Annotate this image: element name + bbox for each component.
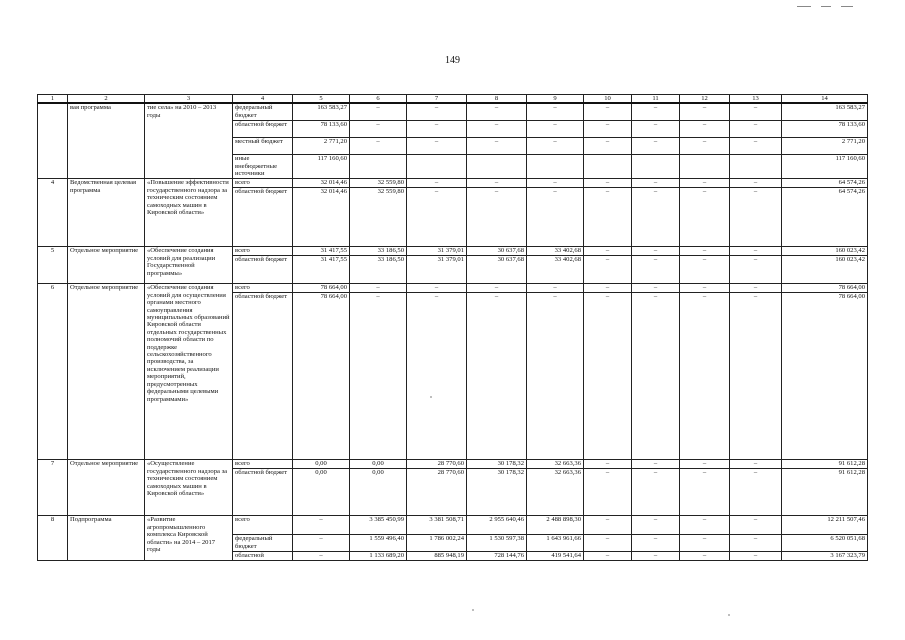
value-cell: 31 379,01 [407, 247, 467, 256]
value-cell: 32 014,46 [293, 179, 350, 188]
total-cell: 6 520 051,68 [782, 535, 868, 552]
value-cell: – [680, 138, 730, 155]
scan-speck [430, 396, 432, 398]
value-cell: – [584, 516, 632, 535]
value-cell: – [584, 121, 632, 138]
value-cell: 163 583,27 [293, 103, 350, 121]
funding-source-cell: федеральный бюджет [233, 103, 293, 121]
value-cell: 30 637,68 [467, 247, 527, 256]
value-cell: – [350, 138, 407, 155]
value-cell: – [350, 121, 407, 138]
funding-source-cell: иные внебюджетные источники [233, 155, 293, 179]
value-cell: – [293, 552, 350, 561]
total-cell: 12 211 507,46 [782, 516, 868, 535]
funding-source-cell: областной бюджет [233, 469, 293, 516]
table-row [38, 179, 868, 188]
table-row [38, 103, 868, 121]
column-header: 12 [680, 95, 730, 104]
value-cell: – [680, 516, 730, 535]
funding-source-cell: всего [233, 284, 293, 293]
value-cell: – [680, 103, 730, 121]
total-cell: 78 664,00 [782, 293, 868, 460]
value-cell: 0,00 [293, 460, 350, 469]
value-cell: 32 663,36 [527, 460, 584, 469]
value-cell: 117 160,60 [293, 155, 350, 179]
value-cell: – [680, 460, 730, 469]
table-row [38, 516, 868, 535]
value-cell: – [467, 103, 527, 121]
table-row [38, 284, 868, 293]
value-cell: 31 417,55 [293, 247, 350, 256]
value-cell: – [467, 284, 527, 293]
value-cell: 32 663,36 [527, 469, 584, 516]
program-name-cell: «Обеспечение создания условий для осуществления органами местного самоуправления муниципальных образований Кировской области отдельных государственных полномочий области по поддержке сельскохозяйственного производства, за исключением реализации мероприятий, предусмотренных федеральными целевыми программами» [145, 284, 233, 460]
value-cell: 33 186,50 [350, 256, 407, 284]
row-number-cell: 4 [38, 179, 68, 247]
value-cell: – [632, 293, 680, 460]
value-cell: – [527, 103, 584, 121]
value-cell: 0,00 [350, 469, 407, 516]
value-cell [584, 155, 632, 179]
column-header: 6 [350, 95, 407, 104]
value-cell: – [527, 179, 584, 188]
row-number-cell: 6 [38, 284, 68, 460]
value-cell: 2 771,20 [293, 138, 350, 155]
program-status-cell: вая программа [68, 103, 145, 179]
value-cell: – [632, 284, 680, 293]
program-name-cell: «Развитие агропромышленного комплекса Кировской области» на 2014 – 2017 годы [145, 516, 233, 561]
value-cell: – [632, 138, 680, 155]
value-cell: – [584, 535, 632, 552]
scan-corner-mark [797, 6, 857, 10]
value-cell: 728 144,76 [467, 552, 527, 561]
value-cell: 1 786 002,24 [407, 535, 467, 552]
value-cell: – [680, 469, 730, 516]
budget-table [37, 94, 868, 561]
value-cell: 30 178,32 [467, 469, 527, 516]
table-row [38, 247, 868, 256]
total-cell: 78 664,00 [782, 284, 868, 293]
column-header: 3 [145, 95, 233, 104]
total-cell: 91 612,28 [782, 460, 868, 469]
value-cell: 31 417,55 [293, 256, 350, 284]
value-cell: – [632, 469, 680, 516]
value-cell: – [680, 179, 730, 188]
column-header: 1 [38, 95, 68, 104]
column-header: 11 [632, 95, 680, 104]
value-cell: – [527, 293, 584, 460]
value-cell: – [680, 247, 730, 256]
value-cell: – [467, 293, 527, 460]
value-cell: – [730, 460, 782, 469]
header-row [38, 95, 868, 104]
value-cell: – [584, 284, 632, 293]
value-cell: – [632, 103, 680, 121]
value-cell: – [407, 103, 467, 121]
value-cell: – [680, 121, 730, 138]
value-cell: – [730, 469, 782, 516]
program-status-cell: Ведомственная целевая программа [68, 179, 145, 247]
program-status-cell: Отдельное мероприятие [68, 247, 145, 284]
value-cell: 33 402,68 [527, 247, 584, 256]
program-name-cell: «Повышение эффективности государственного надзора за техническим состоянием самоходных машин в Кировской области» [145, 179, 233, 247]
total-cell: 64 574,26 [782, 188, 868, 247]
value-cell: 30 178,32 [467, 460, 527, 469]
value-cell: – [632, 179, 680, 188]
value-cell [527, 155, 584, 179]
value-cell: – [407, 284, 467, 293]
value-cell: – [632, 121, 680, 138]
row-number-cell: 7 [38, 460, 68, 516]
funding-source-cell: всего [233, 247, 293, 256]
column-header: 13 [730, 95, 782, 104]
value-cell: 28 770,60 [407, 460, 467, 469]
value-cell: – [584, 552, 632, 561]
funding-source-cell: местный бюджет [233, 138, 293, 155]
program-status-cell: Подпрограмма [68, 516, 145, 561]
value-cell [350, 155, 407, 179]
value-cell: – [632, 188, 680, 247]
value-cell: – [680, 284, 730, 293]
value-cell: – [632, 516, 680, 535]
total-cell: 160 023,42 [782, 256, 868, 284]
funding-source-cell: всего [233, 179, 293, 188]
funding-source-cell: областной бюджет [233, 188, 293, 247]
total-cell: 117 160,60 [782, 155, 868, 179]
value-cell: – [730, 535, 782, 552]
total-cell: 3 167 323,79 [782, 552, 868, 561]
value-cell: 32 559,80 [350, 179, 407, 188]
value-cell: – [584, 138, 632, 155]
value-cell: – [730, 552, 782, 561]
value-cell: 419 541,64 [527, 552, 584, 561]
value-cell [730, 155, 782, 179]
value-cell: – [632, 535, 680, 552]
value-cell: – [730, 256, 782, 284]
value-cell: – [293, 535, 350, 552]
table-row [38, 460, 868, 469]
value-cell: – [467, 121, 527, 138]
column-header: 10 [584, 95, 632, 104]
column-header: 4 [233, 95, 293, 104]
value-cell [407, 155, 467, 179]
value-cell: – [407, 138, 467, 155]
value-cell: – [584, 179, 632, 188]
total-cell: 163 583,27 [782, 103, 868, 121]
program-name-cell: «Осуществление государственного надзора за техническим состоянием самоходных машин в Кировской области» [145, 460, 233, 516]
value-cell: – [680, 188, 730, 247]
value-cell: – [467, 138, 527, 155]
column-header: 5 [293, 95, 350, 104]
value-cell [467, 155, 527, 179]
value-cell: 1 530 597,38 [467, 535, 527, 552]
row-number-cell [38, 103, 68, 179]
value-cell: – [527, 284, 584, 293]
funding-source-cell: областной [233, 552, 293, 561]
row-number-cell: 8 [38, 516, 68, 561]
value-cell: – [730, 179, 782, 188]
value-cell: 30 637,68 [467, 256, 527, 284]
page-number: 149 [445, 55, 460, 66]
value-cell: – [467, 188, 527, 247]
value-cell: – [407, 293, 467, 460]
value-cell: 78 664,00 [293, 293, 350, 460]
value-cell [680, 155, 730, 179]
value-cell: – [584, 460, 632, 469]
value-cell: – [632, 552, 680, 561]
value-cell: – [293, 516, 350, 535]
value-cell: – [350, 284, 407, 293]
value-cell: – [584, 293, 632, 460]
funding-source-cell: областной бюджет [233, 256, 293, 284]
value-cell: 33 186,50 [350, 247, 407, 256]
column-header: 9 [527, 95, 584, 104]
funding-source-cell: всего [233, 516, 293, 535]
value-cell: – [632, 247, 680, 256]
value-cell: – [680, 293, 730, 460]
value-cell: 28 770,60 [407, 469, 467, 516]
value-cell: – [730, 247, 782, 256]
value-cell: 32 014,46 [293, 188, 350, 247]
program-status-cell: Отдельное мероприятие [68, 460, 145, 516]
value-cell: 3 381 508,71 [407, 516, 467, 535]
total-cell: 64 574,26 [782, 179, 868, 188]
row-number-cell: 5 [38, 247, 68, 284]
program-status-cell: Отдельное мероприятие [68, 284, 145, 460]
column-header: 14 [782, 95, 868, 104]
value-cell: 0,00 [293, 469, 350, 516]
value-cell: – [680, 535, 730, 552]
value-cell: – [730, 121, 782, 138]
value-cell: – [730, 188, 782, 247]
value-cell: – [527, 138, 584, 155]
value-cell: 78 133,60 [293, 121, 350, 138]
total-cell: 91 612,28 [782, 469, 868, 516]
value-cell: – [467, 179, 527, 188]
value-cell: – [584, 247, 632, 256]
funding-source-cell: всего [233, 460, 293, 469]
funding-source-cell: областной бюджет [233, 293, 293, 460]
value-cell: – [680, 256, 730, 284]
value-cell: – [584, 256, 632, 284]
value-cell: – [407, 121, 467, 138]
value-cell: – [407, 179, 467, 188]
value-cell [632, 155, 680, 179]
funding-source-cell: федеральный бюджет [233, 535, 293, 552]
total-cell: 160 023,42 [782, 247, 868, 256]
value-cell: 2 488 898,30 [527, 516, 584, 535]
value-cell: – [730, 103, 782, 121]
column-header: 8 [467, 95, 527, 104]
value-cell: – [584, 469, 632, 516]
program-name-cell: тие села» на 2010 – 2013 годы [145, 103, 233, 179]
column-header: 7 [407, 95, 467, 104]
value-cell: – [584, 103, 632, 121]
program-name-cell: «Обеспечение создания условий для реализации Государственной программы» [145, 247, 233, 284]
value-cell: 1 559 496,40 [350, 535, 407, 552]
value-cell: – [407, 188, 467, 247]
value-cell: – [730, 293, 782, 460]
value-cell: – [680, 552, 730, 561]
value-cell: 78 664,00 [293, 284, 350, 293]
scan-speck [472, 609, 474, 611]
column-header: 2 [68, 95, 145, 104]
value-cell: 1 133 689,20 [350, 552, 407, 561]
value-cell: – [527, 188, 584, 247]
value-cell: 3 385 450,99 [350, 516, 407, 535]
total-cell: 2 771,20 [782, 138, 868, 155]
total-cell: 78 133,60 [782, 121, 868, 138]
value-cell: – [527, 121, 584, 138]
value-cell: – [350, 103, 407, 121]
value-cell: 33 402,68 [527, 256, 584, 284]
value-cell: – [632, 460, 680, 469]
value-cell: 885 948,19 [407, 552, 467, 561]
value-cell: 1 643 961,66 [527, 535, 584, 552]
funding-source-cell: областной бюджет [233, 121, 293, 138]
value-cell: 0,00 [350, 460, 407, 469]
value-cell: – [632, 256, 680, 284]
value-cell: – [350, 293, 407, 460]
value-cell: – [584, 188, 632, 247]
value-cell: – [730, 516, 782, 535]
value-cell: – [730, 284, 782, 293]
scan-speck [728, 614, 730, 616]
value-cell: 2 955 640,46 [467, 516, 527, 535]
value-cell: 31 379,01 [407, 256, 467, 284]
value-cell: 32 559,80 [350, 188, 407, 247]
value-cell: – [730, 138, 782, 155]
